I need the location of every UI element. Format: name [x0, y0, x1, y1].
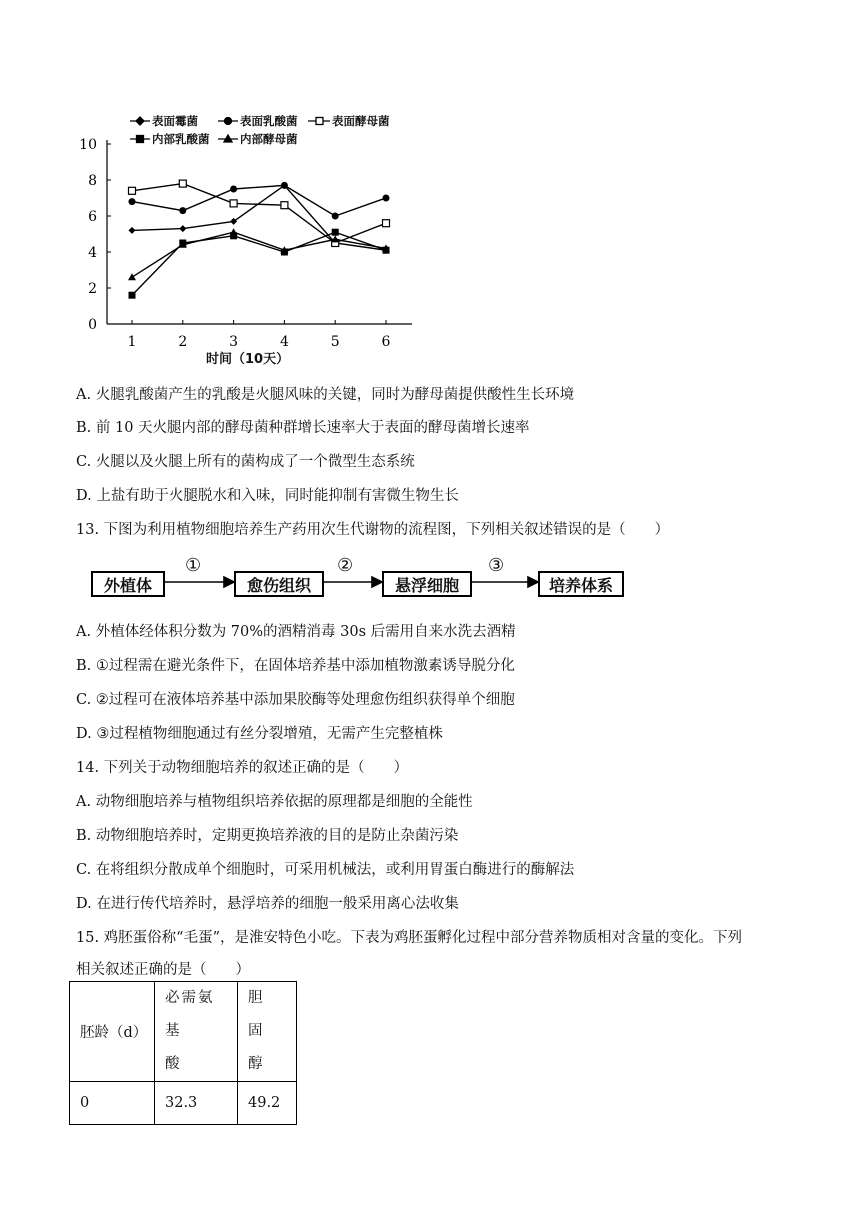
data-point-series-1	[230, 186, 237, 193]
y-tick-label: 4	[88, 245, 97, 261]
q12-option-d: D. 上盐有助于火腿脱水和入味，同时能抑制有害微生物生长	[76, 488, 459, 504]
table-header-cholesterol	[238, 982, 297, 1082]
table-row	[70, 1082, 297, 1125]
x-axis-label: 时间（10天）	[206, 352, 290, 367]
nutrient-table	[69, 981, 297, 1125]
y-tick-label: 0	[88, 317, 97, 333]
flow-box-callus: 愈伤组织	[234, 571, 324, 597]
y-tick-label: 10	[79, 137, 97, 153]
flow-arrows	[0, 565, 860, 605]
y-tick-label: 8	[88, 173, 97, 189]
data-point-series-2	[129, 187, 136, 194]
table-header-row	[70, 982, 297, 1082]
q15-stem-line2: 相关叙述正确的是（ ）	[76, 962, 250, 978]
x-tick-label: 6	[381, 334, 391, 350]
q13-option-d: D. ③过程植物细胞通过有丝分裂增殖，无需产生完整植株	[76, 726, 443, 742]
data-point-series-1	[332, 213, 339, 220]
q13-option-b: B. ①过程需在避光条件下，在固体培养基中添加植物激素诱导脱分化	[76, 658, 515, 674]
x-tick-label: 1	[127, 334, 137, 350]
flow-step-1: ①	[185, 555, 202, 576]
flow-box-explant: 外植体	[91, 571, 165, 597]
y-tick-label: 2	[88, 281, 97, 297]
flow-step-3: ③	[488, 555, 505, 576]
q14-option-b: B. 动物细胞培养时，定期更换培养液的目的是防止杂菌污染	[76, 828, 459, 844]
series-line-2	[132, 184, 386, 243]
data-point-series-2	[230, 200, 237, 207]
q12-option-b: B. 前 10 天火腿内部的酵母菌种群增长速率大于表面的酵母菌增长速率	[76, 420, 530, 436]
legend-label-inner-yeast: 内部酵母菌	[240, 132, 298, 146]
data-point-series-2	[179, 180, 186, 187]
legend-label-surface-mold: 表面霉菌	[152, 114, 198, 128]
q12-option-c: C. 火腿以及火腿上所有的菌构成了一个微型生态系统	[76, 454, 415, 470]
data-point-series-3	[332, 229, 339, 236]
series-line-1	[132, 185, 386, 216]
legend-label-surface-lactic: 表面乳酸菌	[240, 114, 298, 128]
q14-option-c: C. 在将组织分散成单个细胞时，可采用机械法，或利用胃蛋白酶进行的酶解法	[76, 862, 575, 878]
flow-step-2: ②	[337, 555, 354, 576]
table-header-amino-acid	[155, 982, 238, 1082]
table-header-amino-acid-line2: 酸	[165, 1056, 180, 1072]
x-tick-label: 5	[330, 334, 340, 350]
q13-option-a: A. 外植体经体积分数为 70%的酒精消毒 30s 后需用自来水洗去酒精	[76, 624, 516, 640]
legend-markers	[0, 0, 860, 160]
table-cell: 0	[70, 1082, 155, 1125]
data-point-series-0	[179, 225, 186, 232]
series-line-4	[132, 232, 386, 277]
data-point-series-4	[230, 228, 238, 235]
data-point-series-1	[179, 207, 186, 214]
data-point-series-1	[281, 182, 288, 189]
flow-box-culture-system: 培养体系	[538, 571, 624, 597]
x-tick-label: 2	[178, 334, 188, 350]
table-header-cholesterol-line2: 醇	[248, 1056, 263, 1072]
table-header-amino-acid-line1: 必需氨基	[165, 990, 215, 1039]
legend-label-surface-yeast: 表面酵母菌	[332, 114, 390, 128]
table-header-age: 胚龄（d）	[70, 982, 155, 1082]
y-tick-label: 6	[88, 209, 97, 225]
q13-option-c: C. ②过程可在液体培养基中添加果胶酶等处理愈伤组织获得单个细胞	[76, 692, 515, 708]
table-header-cholesterol-line1: 胆 固	[248, 990, 277, 1039]
data-point-series-1	[383, 195, 390, 202]
x-tick-label: 4	[279, 334, 289, 350]
legend-label-inner-lactic: 内部乳酸菌	[152, 132, 210, 146]
table-cell: 49.2	[238, 1082, 297, 1125]
data-point-series-2	[281, 202, 288, 209]
q15-stem-line1: 15. 鸡胚蛋俗称“毛蛋”，是淮安特色小吃。下表为鸡胚蛋孵化过程中部分营养物质相对含量的变化。下列	[76, 930, 742, 946]
flow-box-suspension-cells: 悬浮细胞	[382, 571, 472, 597]
chart-series	[128, 180, 390, 299]
data-point-series-3	[129, 292, 136, 299]
data-point-series-0	[129, 227, 136, 234]
x-tick-label: 3	[229, 334, 239, 350]
q14-option-a: A. 动物细胞培养与植物组织培养依据的原理都是细胞的全能性	[76, 794, 473, 810]
q14-stem: 14. 下列关于动物细胞培养的叙述正确的是（ ）	[76, 760, 409, 776]
q13-stem: 13. 下图为利用植物细胞培养生产药用次生代谢物的流程图，下列相关叙述错误的是（ ）	[76, 522, 670, 538]
q14-option-d: D. 在进行传代培养时，悬浮培养的细胞一般采用离心法收集	[76, 896, 459, 912]
table-cell: 32.3	[155, 1082, 238, 1125]
data-point-series-1	[129, 198, 136, 205]
data-point-series-4	[128, 273, 136, 280]
q12-option-a: A. 火腿乳酸菌产生的乳酸是火腿风味的关键，同时为酵母菌提供酸性生长环境	[76, 387, 575, 403]
data-point-series-2	[383, 220, 390, 227]
